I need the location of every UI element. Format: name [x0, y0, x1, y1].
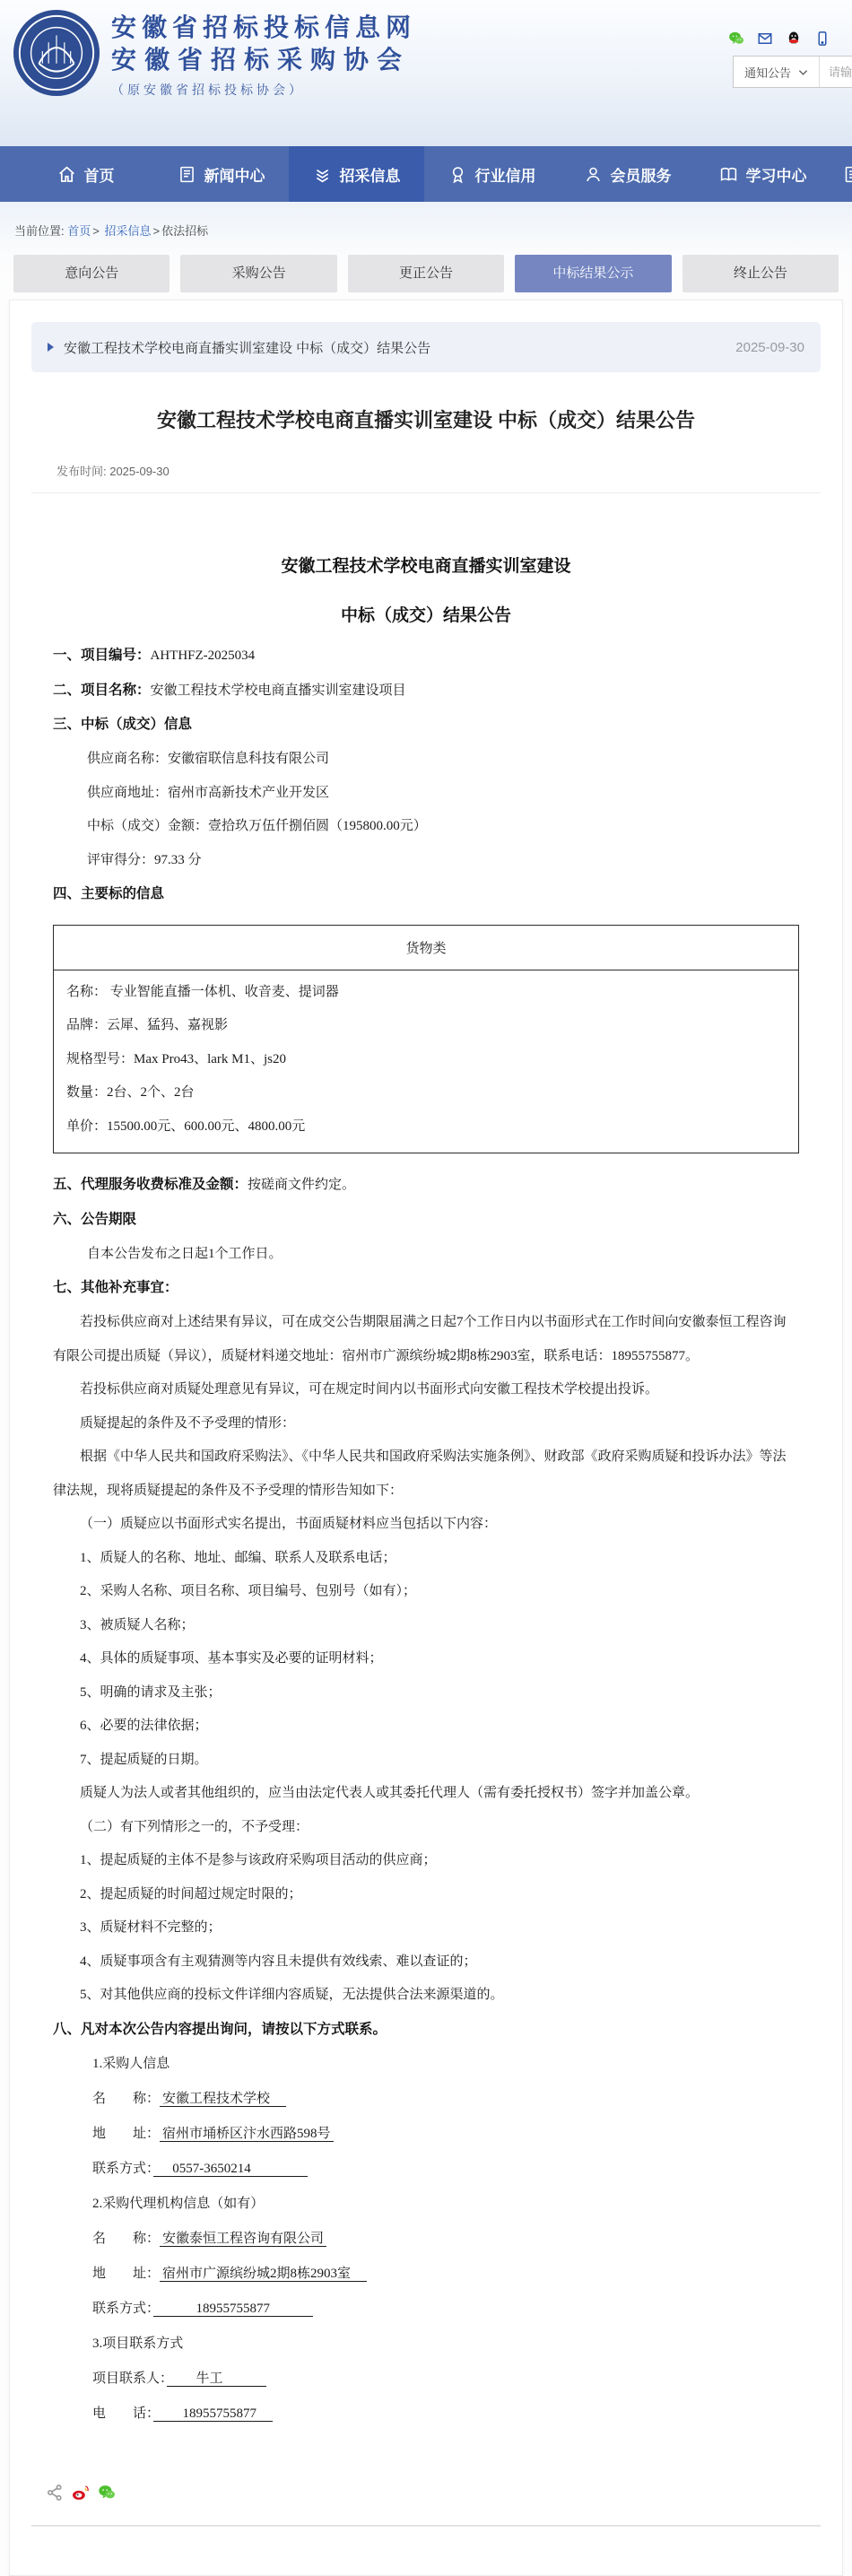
article-blocks	[53, 639, 799, 2432]
paragraph: 1、质疑人的名称、地址、邮编、联系人及联系电话；	[53, 1542, 799, 1576]
contact-label: 联系方式：	[92, 2302, 153, 2316]
weibo-icon[interactable]	[72, 2484, 90, 2502]
article-inner-title-line2: 中标（成交）结果公告	[53, 602, 799, 626]
heading-label: 三、中标（成交）信息	[53, 717, 192, 732]
nav-item-bidding[interactable]	[289, 146, 424, 202]
publish-time: 发布时间: 2025-09-30	[57, 465, 170, 478]
search-input[interactable]	[820, 57, 852, 87]
contact-label: 名 称：	[92, 2232, 160, 2246]
paragraph: 6、必要的法律依据；	[53, 1710, 799, 1744]
site-header	[0, 0, 852, 146]
info-line: 评审得分：97.33 分	[87, 844, 799, 878]
goods-table-row: 规格型号：Max Pro43、lark M1、js20	[66, 1043, 786, 1077]
tab-5[interactable]: 终止公告	[682, 255, 839, 292]
nav-item-label: 学习中心	[746, 163, 807, 186]
contact-label: 项目联系人：	[92, 2371, 167, 2386]
main-nav	[0, 146, 852, 202]
heading-label: 六、公告期限	[53, 1212, 136, 1227]
site-title-line1: 安徽省招标投标信息网	[111, 13, 416, 45]
breadcrumb-separator: >	[92, 224, 100, 238]
contact-value: 牛工	[167, 2371, 266, 2387]
contact-value: 安徽泰恒工程咨询有限公司	[160, 2232, 326, 2247]
contact-line	[92, 2292, 799, 2327]
heading-line	[53, 1203, 799, 1238]
contact-label: 联系方式：	[92, 2162, 153, 2176]
site-titles	[111, 13, 416, 99]
wechat-icon[interactable]	[98, 2484, 116, 2502]
breadcrumb-link-2[interactable]: 招采信息	[101, 224, 152, 238]
paragraph: （二）有下列情形之一的，不予受理：	[53, 1811, 799, 1845]
paragraph: 2、采购人名称、项目名称、项目编号、包别号（如有）；	[53, 1575, 799, 1609]
goods-table-row: 数量：2台、2个、2台	[66, 1076, 786, 1110]
contact-value: 宿州市埇桥区汴水西路598号	[160, 2127, 334, 2142]
member-icon	[584, 165, 603, 184]
breadcrumb-link-1[interactable]: 首页	[67, 224, 91, 238]
info-line: 中标（成交）金额：壹拾玖万伍仟捌佰圆（195800.00元）	[87, 810, 799, 844]
header-quick-icons	[728, 30, 830, 47]
paragraph: 根据《中华人民共和国政府采购法》、《中华人民共和国政府采购法实施条例》、财政部《政府采购质疑和投诉办法》等法律法规，现将质疑提起的条件及不予受理的情形告知如下：	[53, 1440, 799, 1508]
tab-3[interactable]: 更正公告	[348, 255, 504, 292]
goods-table	[53, 925, 799, 1154]
publish-time-row	[31, 462, 821, 493]
tab-2[interactable]: 采购公告	[180, 255, 336, 292]
heading-label: 二、项目名称：	[53, 683, 151, 698]
share-icon[interactable]	[46, 2484, 64, 2502]
nav-item-label: 招采信息	[340, 163, 401, 186]
breadcrumb	[0, 202, 852, 239]
notice-list-item[interactable]	[31, 322, 821, 372]
paragraph: 7、提起质疑的日期。	[53, 1744, 799, 1778]
heading-label: 一、项目编号：	[53, 648, 151, 663]
heading-label: 五、代理服务收费标准及金额：	[53, 1177, 248, 1192]
contact-label: 名 称：	[92, 2092, 160, 2106]
nav-item-more[interactable]	[830, 146, 852, 202]
nav-item-label: 新闻中心	[204, 163, 265, 186]
heading-label: 四、主要标的信息	[53, 886, 164, 901]
contact-value: 18955755877	[153, 2406, 274, 2422]
info-line: 自本公告发布之日起1个工作日。	[87, 1238, 799, 1272]
notice-title: 安徽工程技术学校电商直播实训室建设 中标（成交）结果公告	[64, 338, 735, 357]
category-tabs	[13, 255, 839, 292]
paragraph: 4、质疑事项含有主观猜测等内容且未提供有效线索、难以查证的；	[53, 1945, 799, 1980]
paragraph: 质疑人为法人或者其他组织的，应当由法定代表人或其委托代理人（需有委托授权书）签字并加盖公章。	[53, 1777, 799, 1811]
contact-line	[92, 2397, 799, 2432]
nav-item-member[interactable]	[560, 146, 695, 202]
paragraph: 若投标供应商对上述结果有异议，可在成交公告期限届满之日起7个工作日内以书面形式在工作时间向安徽泰恒工程咨询有限公司提出质疑（异议），质疑材料递交地址：宿州市广源缤纷城2期8栋2903室，联系电话：18955755877。	[53, 1306, 799, 1373]
nav-item-credit[interactable]	[424, 146, 560, 202]
heading-line	[53, 708, 799, 743]
paragraph: 5、明确的请求及主张；	[53, 1676, 799, 1710]
heading-line	[53, 2013, 799, 2048]
contact-value: 18955755877	[153, 2302, 314, 2317]
contact-line	[92, 2362, 799, 2397]
breadcrumb-prefix: 当前位置:	[14, 224, 67, 238]
search-category-label: 通知公告	[744, 64, 791, 81]
goods-table-row: 名称： 专业智能直播一体机、收音麦、提词器	[66, 976, 786, 1010]
paragraph: 若投标供应商对质疑处理意见有异议，可在规定时间内以书面形式向安徽工程技术学校提出投诉。	[53, 1373, 799, 1407]
contact-line	[92, 2117, 799, 2152]
contact-value: 安徽工程技术学校	[160, 2092, 286, 2107]
heading-value: 按磋商文件约定。	[248, 1178, 355, 1192]
article-title: 安徽工程技术学校电商直播实训室建设 中标（成交）结果公告	[46, 406, 806, 435]
mail-icon[interactable]	[757, 30, 773, 47]
contact-subheading: 1.采购人信息	[92, 2047, 799, 2082]
heading-line	[53, 1271, 799, 1306]
contact-label: 地 址：	[92, 2267, 160, 2281]
nav-item-label: 行业信用	[475, 163, 536, 186]
heading-line	[53, 639, 799, 674]
nav-item-label: 会员服务	[611, 163, 672, 186]
bid-icon	[313, 165, 332, 184]
goods-table-cell	[54, 970, 799, 1153]
contact-label: 地 址：	[92, 2127, 160, 2141]
tab-1[interactable]: 意向公告	[13, 255, 170, 292]
heading-value: AHTHFZ-2025034	[151, 648, 256, 663]
panel-bottom-space	[10, 2527, 842, 2573]
form-icon	[843, 165, 852, 184]
contact-value: 宿州市广源缤纷城2期8栋2903室	[160, 2267, 367, 2282]
paragraph: 5、对其他供应商的投标文件详细内容质疑，无法提供合法来源渠道的。	[53, 1979, 799, 2013]
breadcrumb-separator: >	[152, 224, 160, 238]
site-title-line2: 安徽省招标采购协会	[111, 45, 416, 77]
paragraph: 4、具体的质疑事项、基本事实及必要的证明材料；	[53, 1642, 799, 1676]
nav-item-news[interactable]	[153, 146, 289, 202]
goods-table-row: 品牌：云犀、猛犸、嘉视影	[66, 1009, 786, 1043]
paragraph: 质疑提起的条件及不予受理的情形：	[53, 1407, 799, 1441]
breadcrumb-current: 依法招标	[161, 224, 208, 238]
content-panel	[9, 300, 843, 2576]
paragraph: （一）质疑应以书面形式实名提出，书面质疑材料应当包括以下内容：	[53, 1508, 799, 1542]
nav-item-home[interactable]	[18, 146, 153, 202]
contact-subheading: 2.采购代理机构信息（如有）	[92, 2187, 799, 2222]
contact-line	[92, 2257, 799, 2292]
wechat-icon[interactable]	[728, 30, 744, 47]
site-logo[interactable]	[13, 9, 100, 97]
contact-subheading: 3.项目联系方式	[92, 2327, 799, 2362]
heading-label: 八、凡对本次公告内容提出询问，请按以下方式联系。	[53, 2022, 387, 2037]
credit-icon	[448, 165, 467, 184]
search-bar	[733, 56, 852, 88]
paragraph: 3、被质疑人名称；	[53, 1609, 799, 1643]
heading-line	[53, 674, 799, 709]
heading-line	[53, 1168, 799, 1203]
triangle-icon	[48, 343, 54, 352]
info-line: 供应商地址：宿州市高新技术产业开发区	[87, 777, 799, 811]
contact-value: 0557-3650214	[153, 2162, 308, 2177]
tab-4[interactable]: 中标结果公示	[515, 255, 671, 292]
sub-header	[0, 202, 852, 292]
mobile-icon[interactable]	[814, 30, 830, 47]
paragraph: 3、质疑材料不完整的；	[53, 1911, 799, 1945]
heading-label: 七、其他补充事宜：	[53, 1280, 178, 1295]
contact-line	[92, 2082, 799, 2117]
contact-line	[92, 2152, 799, 2187]
article-inner-title-line1: 安徽工程技术学校电商直播实训室建设	[53, 553, 799, 577]
paragraph: 2、提起质疑的时间超过规定时限的；	[53, 1878, 799, 1912]
info-line: 供应商名称：安徽宿联信息科技有限公司	[87, 743, 799, 777]
home-icon	[57, 165, 76, 184]
qq-icon[interactable]	[786, 30, 802, 47]
nav-item-learning[interactable]	[695, 146, 830, 202]
goods-table-header: 货物类	[54, 925, 799, 970]
goods-table-row: 单价：15500.00元、600.00元、4800.00元	[66, 1110, 786, 1144]
nav-item-label: 首页	[84, 163, 115, 186]
share-row	[46, 2484, 842, 2502]
heading-value: 安徽工程技术学校电商直播实训室建设项目	[151, 683, 406, 698]
heading-line	[53, 877, 799, 912]
article-body	[10, 493, 842, 2432]
contact-label: 电 话：	[92, 2406, 153, 2421]
learn-icon	[719, 165, 738, 184]
chevron-down-icon	[798, 65, 808, 79]
news-icon	[178, 165, 196, 184]
paragraph: 1、提起质疑的主体不是参与该政府采购项目活动的供应商；	[53, 1844, 799, 1878]
site-title-line3: （原安徽省招标投标协会）	[111, 81, 416, 99]
notice-date: 2025-09-30	[735, 340, 804, 355]
search-category-dropdown[interactable]	[734, 57, 820, 87]
contact-line	[92, 2222, 799, 2257]
